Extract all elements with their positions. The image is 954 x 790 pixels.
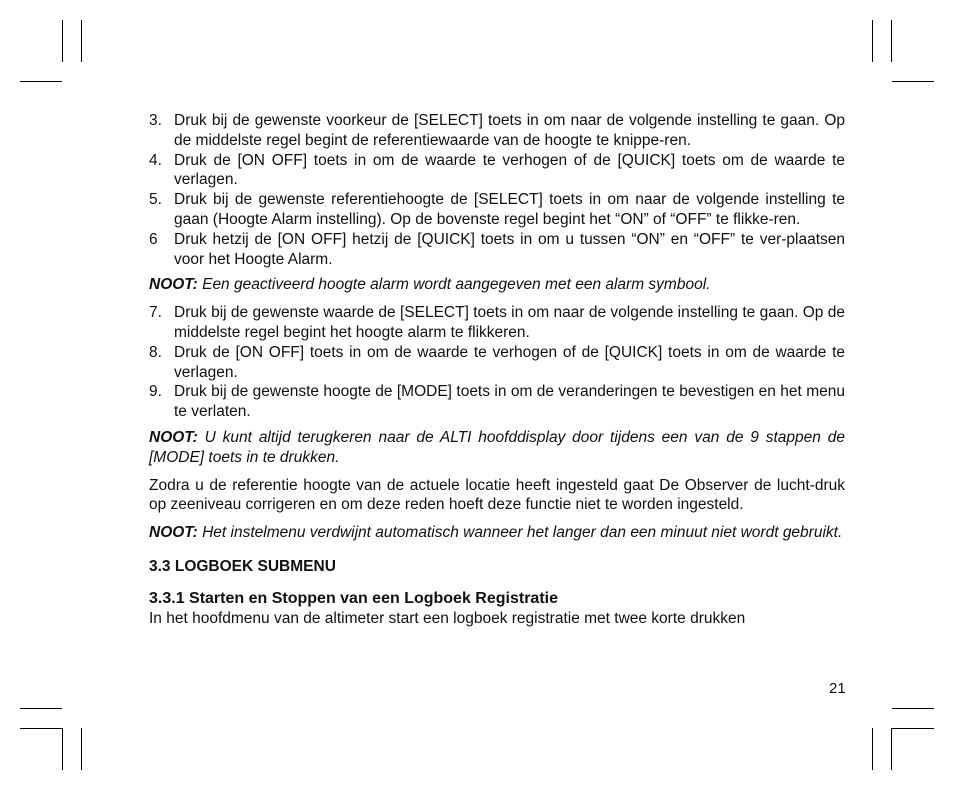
step-number: 3. [149,112,162,129]
step-number: 5. [149,191,162,209]
note-text: Het instelmenu verdwijnt automatisch wanneer het langer dan een minuut niet wordt gebruikt. [197,524,843,542]
step-number: 7. [149,304,162,322]
step-text: Druk bij de gewenste hoogte de [MODE] toets in om de veranderingen te bevestigen en het menu te verlaten. [174,383,845,421]
note-label: NOOT: [149,524,198,542]
step-number: 9. [149,383,162,401]
step-number: 6 [149,230,158,248]
paragraph-logbook: In het hoofdmenu van de altimeter start een logboek registratie met twee korte drukken [149,609,746,627]
list-item [149,343,845,383]
crop-mark [891,20,892,62]
step-list-b [149,303,845,422]
note-alarm [149,275,845,295]
list-item [149,151,845,191]
note-timeout [149,523,845,543]
step-list-a [149,111,845,269]
step-text: Druk bij de gewenste voorkeur de [SELECT] toets in om naar de volgende instelling te gaan. Op de middelste regel begint de referentiewaarde van de hoogte te knippe-ren. [174,112,845,149]
crop-mark [62,728,63,770]
step-number: 4. [149,151,162,169]
note-text: U kunt altijd terugkeren naar de ALTI hoofddisplay door tijdens een van de 9 stappen de [MODE] toets in te drukken. [149,428,845,466]
note-label: NOOT: [149,276,198,294]
step-text: Druk bij de gewenste waarde de [SELECT] toets in om naar de volgende instelling te gaan. Op de middelste regel begint het hoogte alarm te flikkeren. [174,304,845,341]
step-number: 8. [149,343,162,361]
section-heading: 3.3 LOGBOEK SUBMENU [149,557,336,575]
crop-mark [81,728,82,770]
page-number: 21 [829,680,846,697]
list-item [149,230,845,270]
crop-mark [872,20,873,62]
crop-mark [20,81,62,82]
note-text: Een geactiveerd hoogte alarm wordt aangegeven met een alarm symbool. [197,276,711,294]
note-return [149,428,845,468]
list-item [149,111,845,151]
paragraph-reference: Zodra u de referentie hoogte van de actuele locatie heeft ingesteld gaat De Observer de lucht-druk op zeeniveau corrigeren en om deze reden hoeft deze functie niet te worden ingesteld. [149,476,845,514]
crop-mark [20,708,62,709]
crop-mark [20,728,62,729]
list-item [149,190,845,230]
note-label: NOOT: [149,428,198,446]
crop-mark [892,728,934,729]
step-text: Druk de [ON OFF] toets in om de waarde te verhogen of de [QUICK] toets in om de waarde te verlagen. [174,343,845,381]
subsection-heading: 3.3.1 Starten en Stoppen van een Logboek Registratie [149,589,558,607]
crop-mark [892,81,934,82]
crop-mark [892,708,934,709]
step-text: Druk bij de gewenste referentiehoogte de [SELECT] toets in om naar de volgende instelling te gaan (Hoogte Alarm instelling). Op de bovenste regel begint het “ON” of “OFF” te flikke-ren. [174,191,845,228]
crop-mark [62,20,63,62]
list-item [149,303,845,343]
crop-mark [872,728,873,770]
step-text: Druk hetzij de [ON OFF] hetzij de [QUICK] toets in om u tussen “ON” en “OFF” te ver-plaatsen voor het Hoogte Alarm. [174,230,845,268]
crop-mark [891,728,892,770]
list-item [149,382,845,422]
step-text: Druk de [ON OFF] toets in om de waarde te verhogen of de [QUICK] toets om de waarde te verlagen. [174,151,845,189]
crop-mark [81,20,82,62]
page-content [149,111,845,636]
